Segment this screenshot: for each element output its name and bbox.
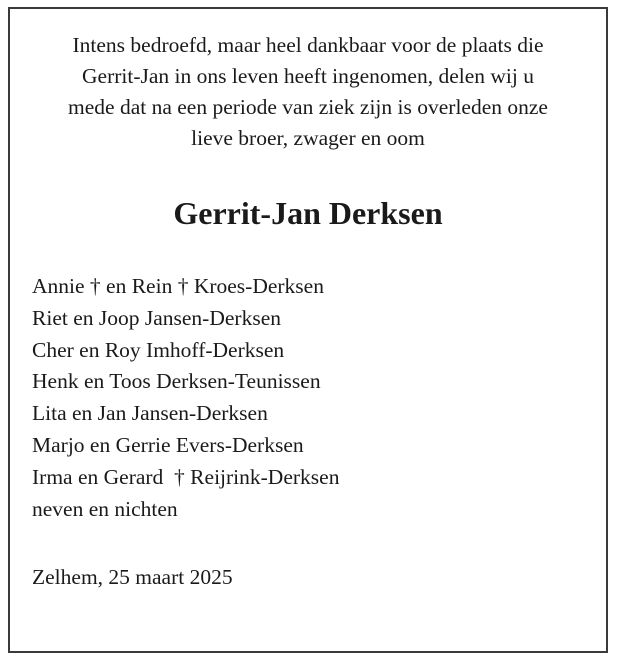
intro-line: Gerrit-Jan in ons leven heeft ingenomen, delen wij u — [82, 64, 534, 88]
intro-text — [30, 30, 586, 154]
family-line: neven en nichten — [32, 496, 178, 521]
family-line: Henk en Toos Derksen-Teunissen — [32, 369, 321, 394]
intro-line: Intens bedroefd, maar heel dankbaar voor de plaats die — [72, 33, 544, 57]
family-line: Cher en Roy Imhoff-Derksen — [32, 337, 285, 362]
family-line: Annie † en Rein † Kroes-Derksen — [32, 274, 324, 298]
family-line: Marjo en Gerrie Evers-Derksen — [32, 432, 304, 457]
family-line: Lita en Jan Jansen-Derksen — [32, 401, 268, 426]
deceased-name: Gerrit-Jan Derksen — [173, 195, 443, 231]
family-line: Irma en Gerard † Reijrink-Derksen — [32, 464, 340, 489]
intro-line: mede dat na een periode van ziek zijn is overleden onze — [68, 95, 548, 119]
family-line: Riet en Joop Jansen-Derksen — [32, 305, 281, 330]
family-list — [32, 271, 592, 525]
place-and-date: Zelhem, 25 maart 2025 — [32, 565, 233, 589]
intro-line: lieve broer, zwager en oom — [191, 126, 425, 150]
